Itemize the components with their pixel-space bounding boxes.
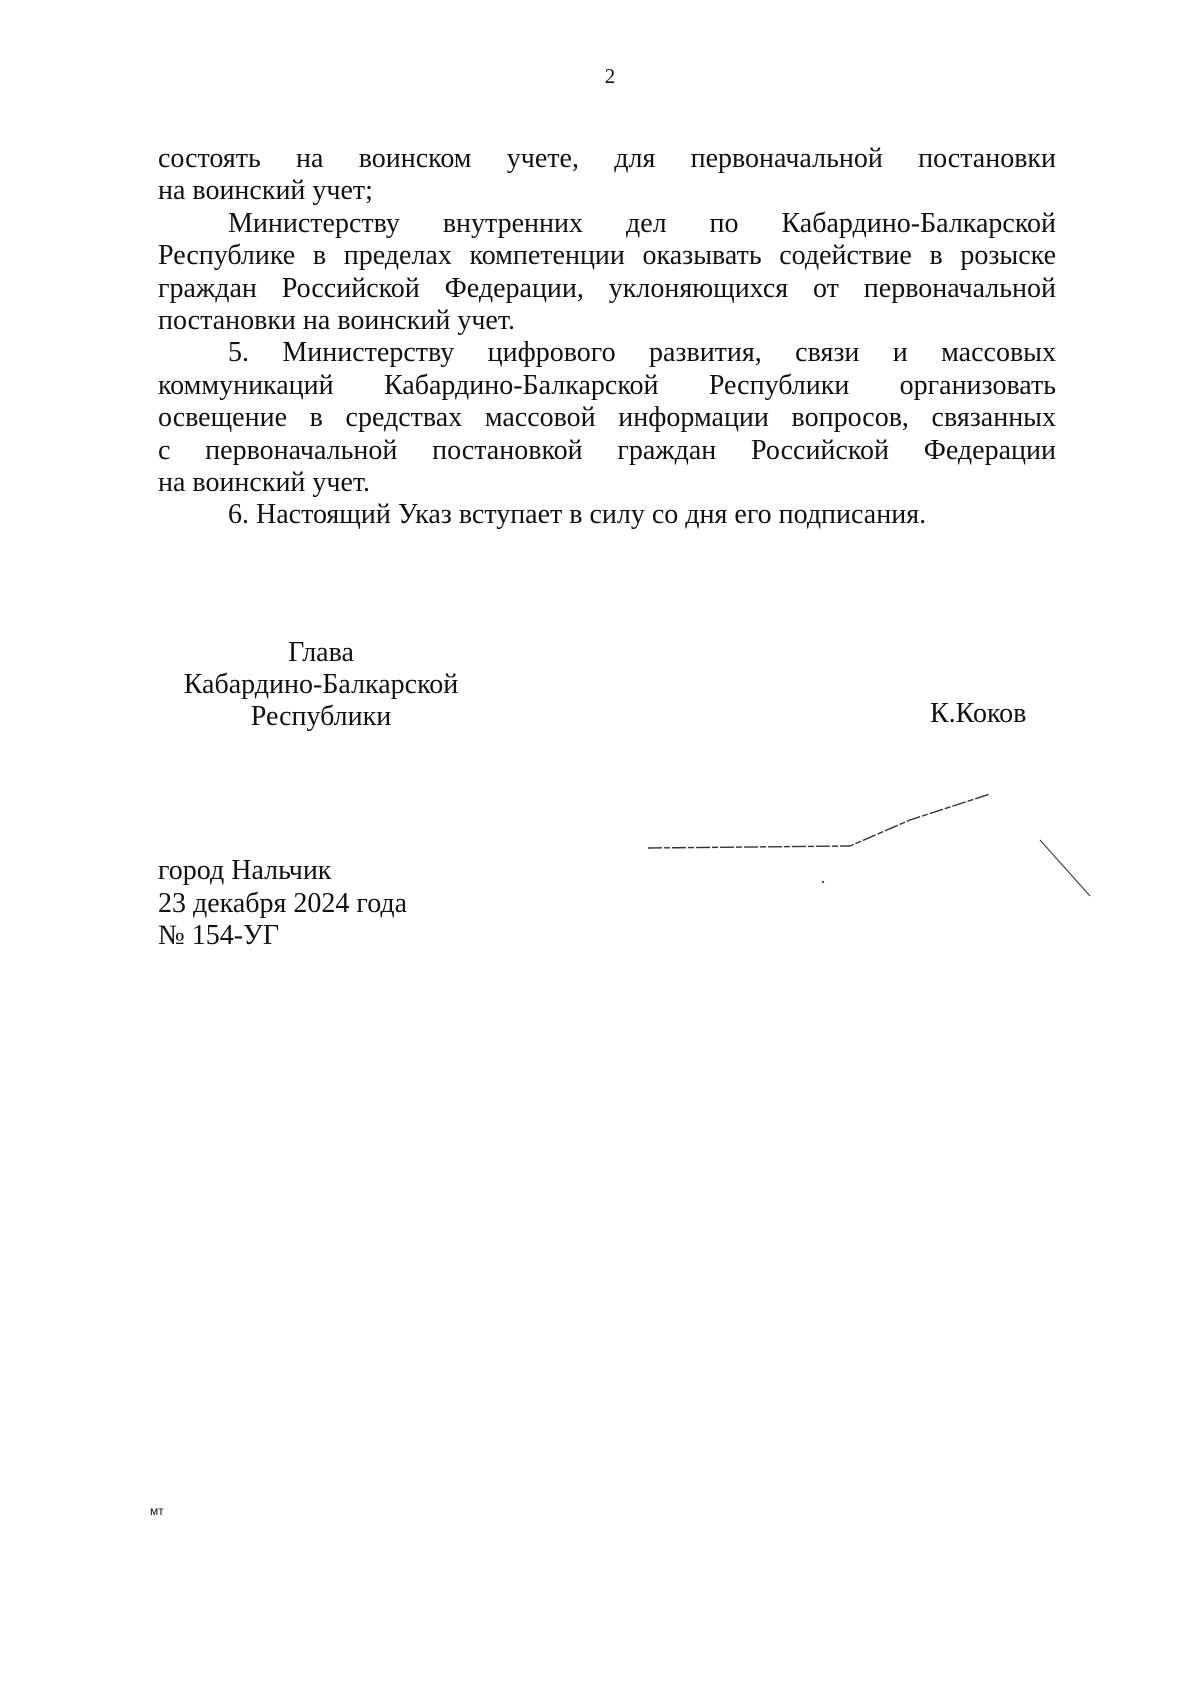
signatory-title-line: Республики — [250, 701, 392, 732]
signatory-name: К.Коков — [930, 698, 1027, 729]
decree-date: 23 декабря 2024 года — [158, 887, 408, 919]
text-line: Республике в пределах компетенции оказывать содействие в розыске — [158, 240, 1056, 272]
decree-body — [158, 143, 1056, 532]
paragraph-continuation — [158, 143, 1056, 208]
text-line: гpаждан Российской Федерации, уклоняющихся от первоначальной — [158, 272, 1056, 304]
signatory-title-line: Глава — [288, 637, 354, 668]
text-line: 6. Настоящий Указ вступает в силу со дня его подписания. — [228, 499, 927, 531]
text-line: постановки на воинский учет. — [158, 305, 515, 337]
text-line: на воинский учет. — [158, 467, 371, 499]
text-line: с первоначальной постановкой граждан Российской Федерации — [158, 434, 1056, 466]
text-line: состоять на воинском учете, для первоначальной постановки — [158, 143, 1056, 174]
paragraph-6 — [158, 499, 1056, 531]
text-line: коммуникаций Кабардино-Балкарской Республики организовать — [158, 369, 1056, 401]
handwritten-signature — [640, 790, 1100, 910]
page-number: 2 — [604, 64, 616, 88]
signatory-title — [176, 637, 466, 733]
paragraph-mvd — [158, 208, 1056, 338]
decree-number: № 154-УГ — [158, 920, 280, 951]
text-line: 5. Министерству цифрового развития, связи и массовых — [228, 337, 1056, 369]
text-line: освещение в средствах массовой информации вопросов, связанных — [158, 402, 1056, 434]
text-line: на воинский учет; — [158, 175, 373, 207]
signatory-title-line: Кабардино-Балкарской — [183, 669, 459, 700]
city: город Нальчик — [158, 855, 332, 886]
place-and-date — [158, 855, 407, 953]
text-line: Министерству внутренних дел по Кабардино-Балкарской — [228, 207, 1056, 239]
typist-initials: мт — [150, 1504, 164, 1518]
paragraph-5 — [158, 337, 1056, 499]
